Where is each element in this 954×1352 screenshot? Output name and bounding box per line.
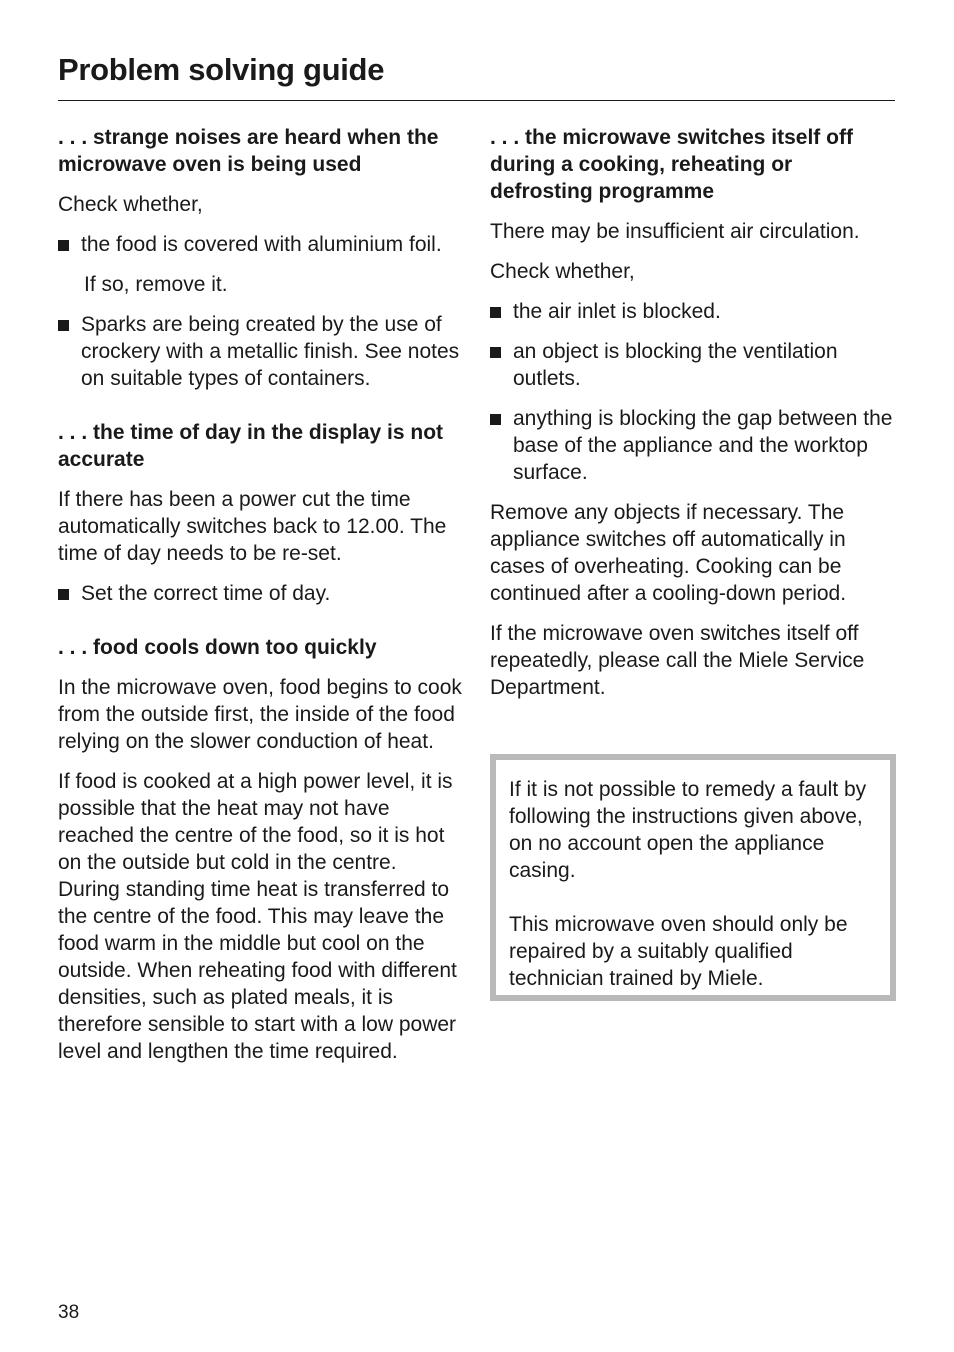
bullet-text: Sparks are being created by the use of crockery with a metallic finish. See notes on suitable types of containers. — [81, 313, 460, 390]
bullet-item — [490, 338, 898, 392]
bullet-text: the food is covered with aluminium foil. — [81, 233, 442, 256]
section-heading: . . . strange noises are heard when the microwave oven is being used — [58, 126, 439, 176]
page-title: Problem solving guide — [58, 52, 385, 87]
warning-notice-box — [490, 754, 896, 1001]
section-food-cools — [58, 634, 463, 1065]
bullet-note: If so, remove it. — [84, 273, 228, 296]
bullet-item — [490, 298, 898, 325]
section-text: If the microwave oven switches itself off repeatedly, please call the Miele Service Department. — [490, 622, 865, 699]
section-text: There may be insufficient air circulation. — [490, 220, 860, 243]
left-column — [58, 124, 463, 1092]
bullet-text: Set the correct time of day. — [81, 582, 331, 605]
bullet-item — [58, 311, 463, 392]
square-bullet-icon — [58, 240, 69, 251]
section-heading: . . . food cools down too quickly — [58, 636, 377, 659]
bullet-item — [490, 405, 898, 486]
page-number: 38 — [58, 1302, 80, 1323]
section-heading: . . . the time of day in the display is not accurate — [58, 421, 444, 471]
square-bullet-icon — [490, 347, 501, 358]
right-column — [490, 124, 898, 728]
section-intro: Check whether, — [490, 260, 635, 283]
bullet-text: an object is blocking the ventilation outlets. — [513, 340, 838, 390]
section-text: If food is cooked at a high power level, it is possible that the heat may not have reached the centre of the food, so it is hot on the outside but cold in the centre. During standing time heat is transferred to the centre of the food. This may leave the food warm in the middle but cool on the outside. When reheating food with different densities, such as plated meals, it is therefore sensible to start with a low power level and lengthen the time required. — [58, 770, 457, 1063]
square-bullet-icon — [58, 589, 69, 600]
title-divider — [58, 100, 895, 101]
section-heading: . . . the microwave switches itself off during a cooking, reheating or defrosting programme — [490, 126, 853, 203]
section-text: If there has been a power cut the time automatically switches back to 12.00. The time of day needs to be re-set. — [58, 488, 447, 565]
notice-text: This microwave oven should only be repaired by a suitably qualified technician trained by Miele. — [509, 913, 848, 990]
notice-text: If it is not possible to remedy a fault by following the instructions given above, on no account open the appliance casing. — [509, 778, 867, 882]
section-text: In the microwave oven, food begins to cook from the outside first, the inside of the food relying on the slower conduction of heat. — [58, 676, 462, 753]
bullet-item — [58, 580, 463, 607]
square-bullet-icon — [58, 320, 69, 331]
section-strange-noises — [58, 124, 463, 392]
bullet-item — [58, 231, 463, 258]
bullet-text: the air inlet is blocked. — [513, 300, 721, 323]
section-text: Remove any objects if necessary. The appliance switches off automatically in cases of overheating. Cooking can be continued after a cooling-down period. — [490, 501, 847, 605]
square-bullet-icon — [490, 307, 501, 318]
section-switches-off — [490, 124, 898, 701]
section-time-of-day — [58, 419, 463, 607]
section-intro: Check whether, — [58, 193, 203, 216]
square-bullet-icon — [490, 414, 501, 425]
bullet-text: anything is blocking the gap between the base of the appliance and the worktop surface. — [513, 407, 893, 484]
